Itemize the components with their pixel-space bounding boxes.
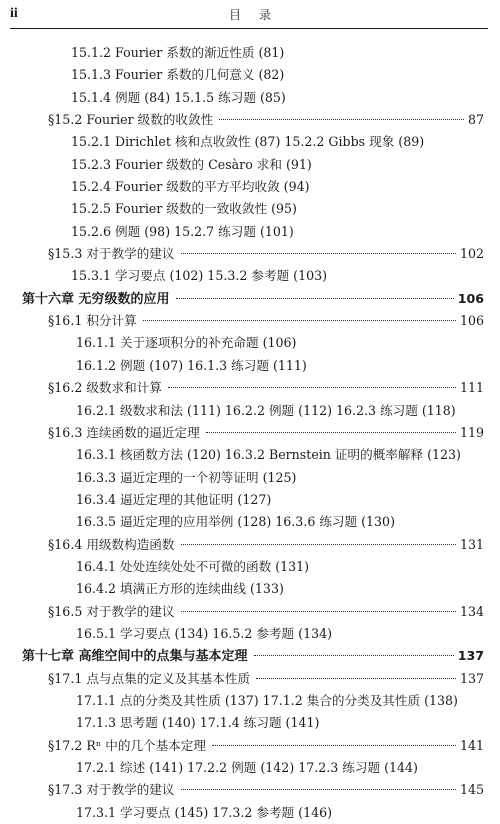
toc-chapter: [0, 645, 500, 667]
toc-subsection: 16.4.1 处处连续处处不可微的函数 (131): [76, 558, 310, 574]
toc-entry-title: §15.3 对于教学的建议: [48, 246, 175, 262]
toc-subsection: 15.1.2 Fourier 系数的渐近性质 (81): [71, 45, 285, 60]
toc-chapter: [0, 288, 500, 310]
dot-leader: [176, 298, 454, 299]
toc-entry-title: §17.1 点与点集的定义及其基本性质: [48, 670, 251, 686]
toc-subsection: 16.4.2 填满正方形的连续曲线 (133): [76, 581, 284, 597]
toc-subsection: 15.1.4 例题 (84) 15.1.5 练习题 (85): [71, 89, 286, 105]
dot-leader: [206, 432, 456, 433]
toc-section: [0, 109, 500, 131]
toc-subsection: 16.3.4 逼近定理的其他证明 (127): [76, 491, 272, 507]
toc-entry-title: §16.1 积分计算: [48, 313, 137, 329]
toc-subsection: 15.2.4 Fourier 级数的平方平均收敛 (94): [71, 179, 310, 195]
toc-subsection: 16.1.1 关于逐项积分的补充命题 (106): [76, 335, 297, 351]
toc-subsection: 15.2.1 Dirichlet 核和点收敛性 (87) 15.2.2 Gibbs 现象 (89): [71, 134, 425, 150]
toc-subsection: 16.2.1 级数求和法 (111) 16.2.2 例题 (112) 16.2.3 练习题 (118): [76, 402, 456, 418]
toc-subsection: 16.3.3 逼近定理的一个初等证明 (125): [76, 469, 297, 485]
toc-section: [0, 534, 500, 556]
toc-entry-title: §16.4 用级数构造函数: [48, 536, 175, 552]
toc-section: [0, 735, 500, 757]
dot-leader: [181, 253, 456, 254]
dot-leader: [168, 387, 456, 388]
toc-subsection: 15.2.5 Fourier 级数的一致收敛性 (95): [71, 201, 297, 217]
toc-page-number: 106: [459, 313, 484, 329]
dot-leader: [143, 320, 456, 321]
toc-section: [0, 310, 500, 332]
toc-page-number: 87: [467, 112, 484, 128]
toc-section: [0, 377, 500, 399]
toc-page-number: 111: [459, 380, 484, 396]
dot-leader: [181, 611, 456, 612]
toc-section: [0, 668, 500, 690]
table-of-contents: [0, 42, 500, 824]
dot-leader: [212, 745, 456, 746]
toc-entry-title: 第十七章 高维空间中的点集与基本定理: [22, 649, 248, 665]
toc-subsection: 17.1.3 思考题 (140) 17.1.4 练习题 (141): [76, 715, 320, 731]
toc-entry-title: 第十六章 无穷级数的应用: [22, 291, 170, 307]
toc-entry-title: §16.3 连续函数的逼近定理: [48, 424, 200, 440]
toc-entry-title: §15.2 Fourier 级数的收敛性: [48, 112, 214, 128]
toc-section: [0, 243, 500, 265]
toc-entry-title: §16.5 对于教学的建议: [48, 603, 175, 619]
toc-page-number: 106: [457, 290, 484, 306]
toc-entry-title: §16.2 级数求和计算: [48, 380, 162, 396]
dot-leader: [181, 789, 456, 790]
toc-subsection: 17.1.1 点的分类及其性质 (137) 17.1.2 集合的分类及其性质 (138): [76, 692, 458, 708]
toc-page-number: 119: [459, 424, 484, 440]
dot-leader: [254, 655, 454, 656]
toc-subsection: 15.2.6 例题 (98) 15.2.7 练习题 (101): [71, 223, 294, 239]
toc-page-number: 131: [459, 536, 484, 552]
dot-leader: [181, 544, 456, 545]
toc-subsection: 15.1.3 Fourier 系数的几何意义 (82): [71, 67, 285, 83]
page-number: ii: [10, 6, 18, 21]
toc-page-number: 145: [459, 782, 484, 798]
toc-page-number: 102: [459, 246, 484, 262]
page-header: [0, 0, 500, 30]
toc-entry-title: §17.2 Rⁿ 中的几个基本定理: [48, 737, 207, 753]
toc-subsection: 16.1.2 例题 (107) 16.1.3 练习题 (111): [76, 357, 307, 373]
header-rule: [10, 28, 488, 29]
running-title: 目录: [228, 8, 289, 22]
dot-leader: [219, 119, 464, 120]
toc-page-number: 137: [457, 648, 484, 664]
toc-entry-title: §17.3 对于教学的建议: [48, 782, 175, 798]
toc-subsection: 16.3.1 核函数方法 (120) 16.3.2 Bernstein 证明的概率解释 (123): [76, 447, 461, 463]
dot-leader: [256, 678, 456, 679]
toc-section: [0, 601, 500, 623]
toc-subsection: 16.3.5 逼近定理的应用举例 (128) 16.3.6 练习题 (130): [76, 514, 395, 530]
toc-subsection: 17.2.1 综述 (141) 17.2.2 例题 (142) 17.2.3 练习题 (144): [76, 760, 418, 775]
toc-page-number: 141: [459, 737, 484, 753]
toc-subsection: 15.3.1 学习要点 (102) 15.3.2 参考题 (103): [71, 268, 328, 284]
toc-subsection: 17.3.1 学习要点 (145) 17.3.2 参考题 (146): [76, 804, 333, 820]
toc-section: [0, 422, 500, 444]
toc-section: [0, 779, 500, 801]
toc-subsection: 16.5.1 学习要点 (134) 16.5.2 参考题 (134): [76, 625, 333, 641]
toc-subsection: 15.2.3 Fourier 级数的 Cesàro 求和 (91): [71, 156, 312, 172]
toc-page-number: 137: [459, 670, 484, 686]
toc-page-number: 134: [459, 603, 484, 619]
